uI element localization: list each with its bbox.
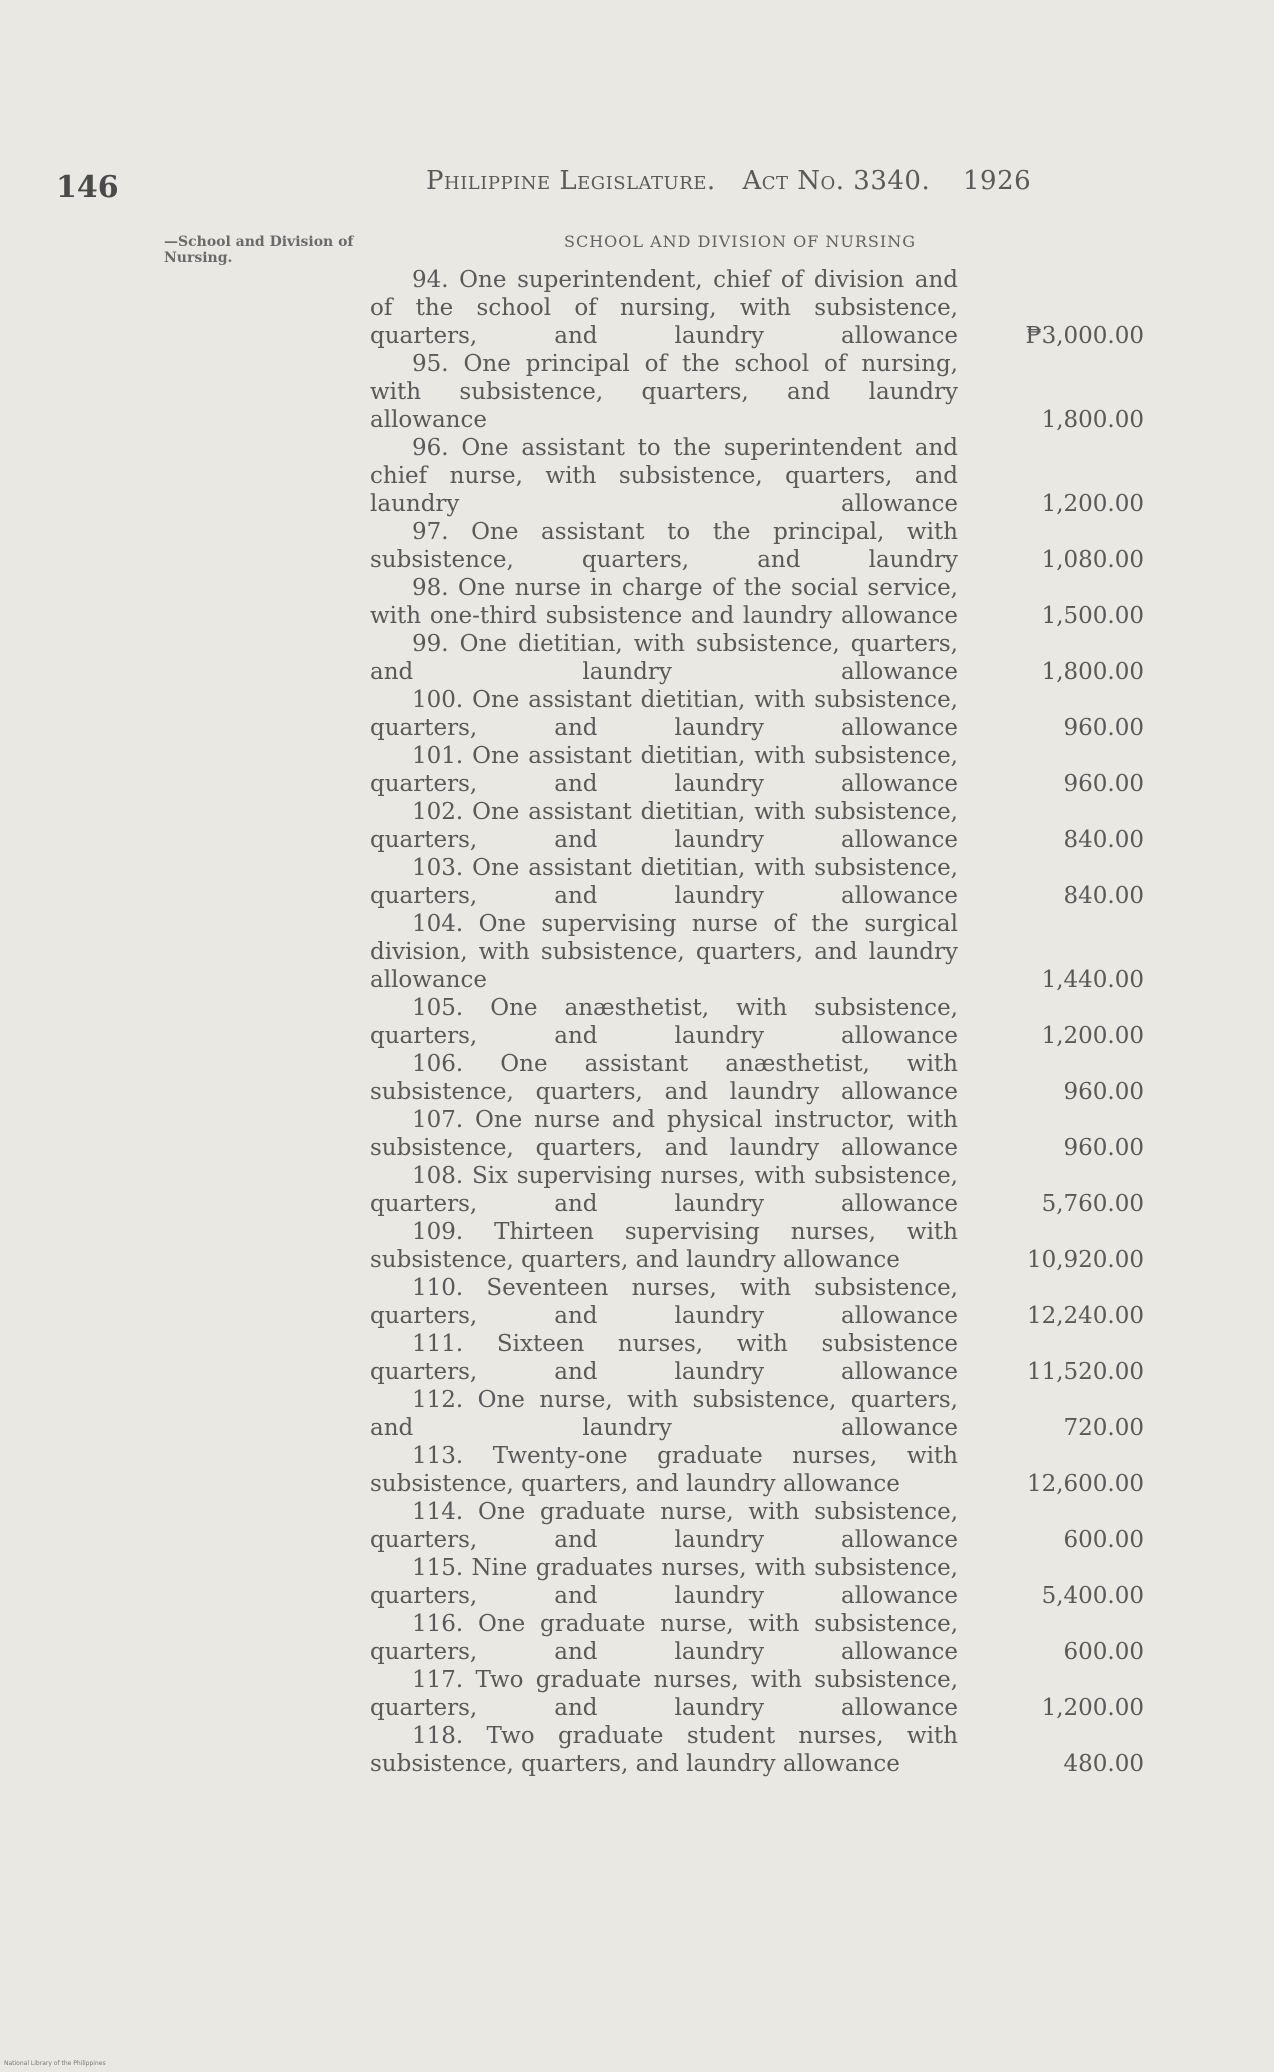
item-amount: ₱3,000.00 [1025,323,1144,349]
item-amount: 480.00 [1063,1751,1144,1777]
item-description: 103. One assistant dietitian, with subsistence, quarters, and laundry allowance ..... [370,854,958,910]
item-description: 110. Seventeen nurses, with subsistence, quarters, and laundry allowance ..... [370,1274,958,1330]
item-description: 101. One assistant dietitian, with subsistence, quarters, and laundry allowance ..... [370,742,958,798]
item-amount: 12,240.00 [1026,1303,1144,1329]
item-text-wrap [370,910,958,994]
item-description: 96. One assistant to the superintendent and chief nurse, with subsistence, quarters, and laundry allowance ..... [370,434,958,518]
item-text-wrap [370,434,958,518]
running-head-title: Philippine Legislature. [426,166,716,196]
item-description: 112. One nurse, with subsistence, quarters, and laundry allowance ..... [370,1386,958,1442]
item-text-wrap [370,1162,958,1218]
item-amount: 960.00 [1063,771,1144,797]
item-description: 111. Sixteen nurses, with subsistence quarters, and laundry allowance ..... [370,1330,958,1386]
item-description: 95. One principal of the school of nursing, with subsistence, quarters, and laundry allowance ..... [370,350,958,434]
item-amount: 1,200.00 [1041,1695,1144,1721]
item-amount: 10,920.00 [1026,1247,1144,1273]
item-text-wrap [370,854,958,910]
item-amount: 840.00 [1063,827,1144,853]
item-description: 113. Twenty-one graduate nurses, with subsistence, quarters, and laundry allowance [370,1443,958,1497]
item-description: 114. One graduate nurse, with subsistence, quarters, and laundry allowance ..... [370,1498,958,1554]
item-text-wrap [370,1274,958,1330]
item-text-wrap [370,350,958,434]
item-text-wrap [370,1498,958,1554]
item-amount: 1,200.00 [1041,491,1144,517]
list-item [370,1610,1170,1666]
item-text-wrap [370,798,958,854]
list-item [370,686,1170,742]
page-number: 146 [56,170,119,205]
list-item [370,574,1170,630]
item-text-wrap [370,686,958,742]
list-item [370,1162,1170,1218]
running-head-act: Act No. 3340. [742,166,931,196]
list-item [370,434,1170,518]
item-amount: 1,440.00 [1041,967,1144,993]
item-description: 115. Nine graduates nurses, with subsistence, quarters, and laundry allowance ..... [370,1554,958,1610]
item-text-wrap [370,742,958,798]
item-description: 94. One superintendent, chief of division and of the school of nursing, with subsistence, quarters, and laundry allowance ..... [370,266,958,350]
list-item [370,854,1170,910]
item-amount: 840.00 [1063,883,1144,909]
item-description: 117. Two graduate nurses, with subsistence, quarters, and laundry allowance ..... [370,1666,958,1722]
list-item [370,1330,1170,1386]
list-item [370,798,1170,854]
list-item [370,1442,1170,1498]
item-amount: 1,200.00 [1041,1023,1144,1049]
item-amount: 960.00 [1063,1135,1144,1161]
item-text-wrap [370,1722,958,1778]
item-amount: 5,760.00 [1041,1191,1144,1217]
list-item [370,1218,1170,1274]
appropriation-items [370,266,1170,1778]
list-item [370,1498,1170,1554]
list-item [370,350,1170,434]
footer-imprint: National Library of the Philippines [4,2060,106,2067]
item-amount: 600.00 [1063,1527,1144,1553]
item-description: 102. One assistant dietitian, with subsistence, quarters, and laundry allowance ..... [370,798,958,854]
list-item [370,518,1170,574]
list-item [370,1106,1170,1162]
item-text-wrap [370,1442,958,1498]
item-text-wrap [370,994,958,1050]
item-amount: 960.00 [1063,1079,1144,1105]
list-item [370,742,1170,798]
running-head-year: 1926 [963,166,1032,196]
item-description: 104. One supervising nurse of the surgical division, with subsistence, quarters, and laundry allowance ..... [370,910,958,994]
list-item [370,1554,1170,1610]
list-item [370,910,1170,994]
item-amount: 600.00 [1063,1639,1144,1665]
item-amount: 5,400.00 [1041,1583,1144,1609]
item-text-wrap [370,1554,958,1610]
item-text-wrap [370,1050,958,1106]
list-item [370,266,1170,350]
item-description: 99. One dietitian, with subsistence, quarters, and laundry allowance ..... [370,630,958,686]
item-text-wrap [370,574,958,630]
item-description: 109. Thirteen supervising nurses, with subsistence, quarters, and laundry allowance [370,1219,958,1273]
item-description: 97. One assistant to the principal, with subsistence, quarters, and laundry ..... [370,518,958,574]
list-item [370,630,1170,686]
item-amount: 1,800.00 [1041,407,1144,433]
item-amount: 1,800.00 [1041,659,1144,685]
list-item [370,1722,1170,1778]
item-amount: 12,600.00 [1026,1471,1144,1497]
running-head [426,166,1086,196]
item-text-wrap [370,1218,958,1274]
item-description: 107. One nurse and physical instructor, with subsistence, quarters, and laundry allowance ..... [370,1106,958,1162]
list-item [370,1666,1170,1722]
item-amount: 11,520.00 [1026,1359,1144,1385]
item-text-wrap [370,1330,958,1386]
section-heading: SCHOOL AND DIVISION OF NURSING [564,232,916,251]
marginal-note: —School and Division of Nursing. [164,234,354,266]
item-description: 116. One graduate nurse, with subsistence, quarters, and laundry allowance ..... [370,1610,958,1666]
item-amount: 720.00 [1063,1415,1144,1441]
item-description: 98. One nurse in charge of the social service, with one-third subsistence and laundry allowance ..... [370,574,958,630]
item-text-wrap [370,1106,958,1162]
item-text-wrap [370,1666,958,1722]
item-text-wrap [370,518,958,574]
item-description: 100. One assistant dietitian, with subsistence, quarters, and laundry allowance ..... [370,686,958,742]
item-amount: 960.00 [1063,715,1144,741]
item-description: 105. One anæsthetist, with subsistence, quarters, and laundry allowance ..... [370,994,958,1050]
item-description: 118. Two graduate student nurses, with subsistence, quarters, and laundry allowance [370,1723,958,1777]
list-item [370,1386,1170,1442]
item-description: 106. One assistant anæsthetist, with subsistence, quarters, and laundry allowance ..... [370,1050,958,1106]
item-text-wrap [370,630,958,686]
item-description: 108. Six supervising nurses, with subsistence, quarters, and laundry allowance ..... [370,1162,958,1218]
item-text-wrap [370,266,958,350]
list-item [370,994,1170,1050]
item-text-wrap [370,1386,958,1442]
item-amount: 1,080.00 [1041,547,1144,573]
list-item [370,1274,1170,1330]
item-text-wrap [370,1610,958,1666]
item-amount: 1,500.00 [1041,603,1144,629]
list-item [370,1050,1170,1106]
